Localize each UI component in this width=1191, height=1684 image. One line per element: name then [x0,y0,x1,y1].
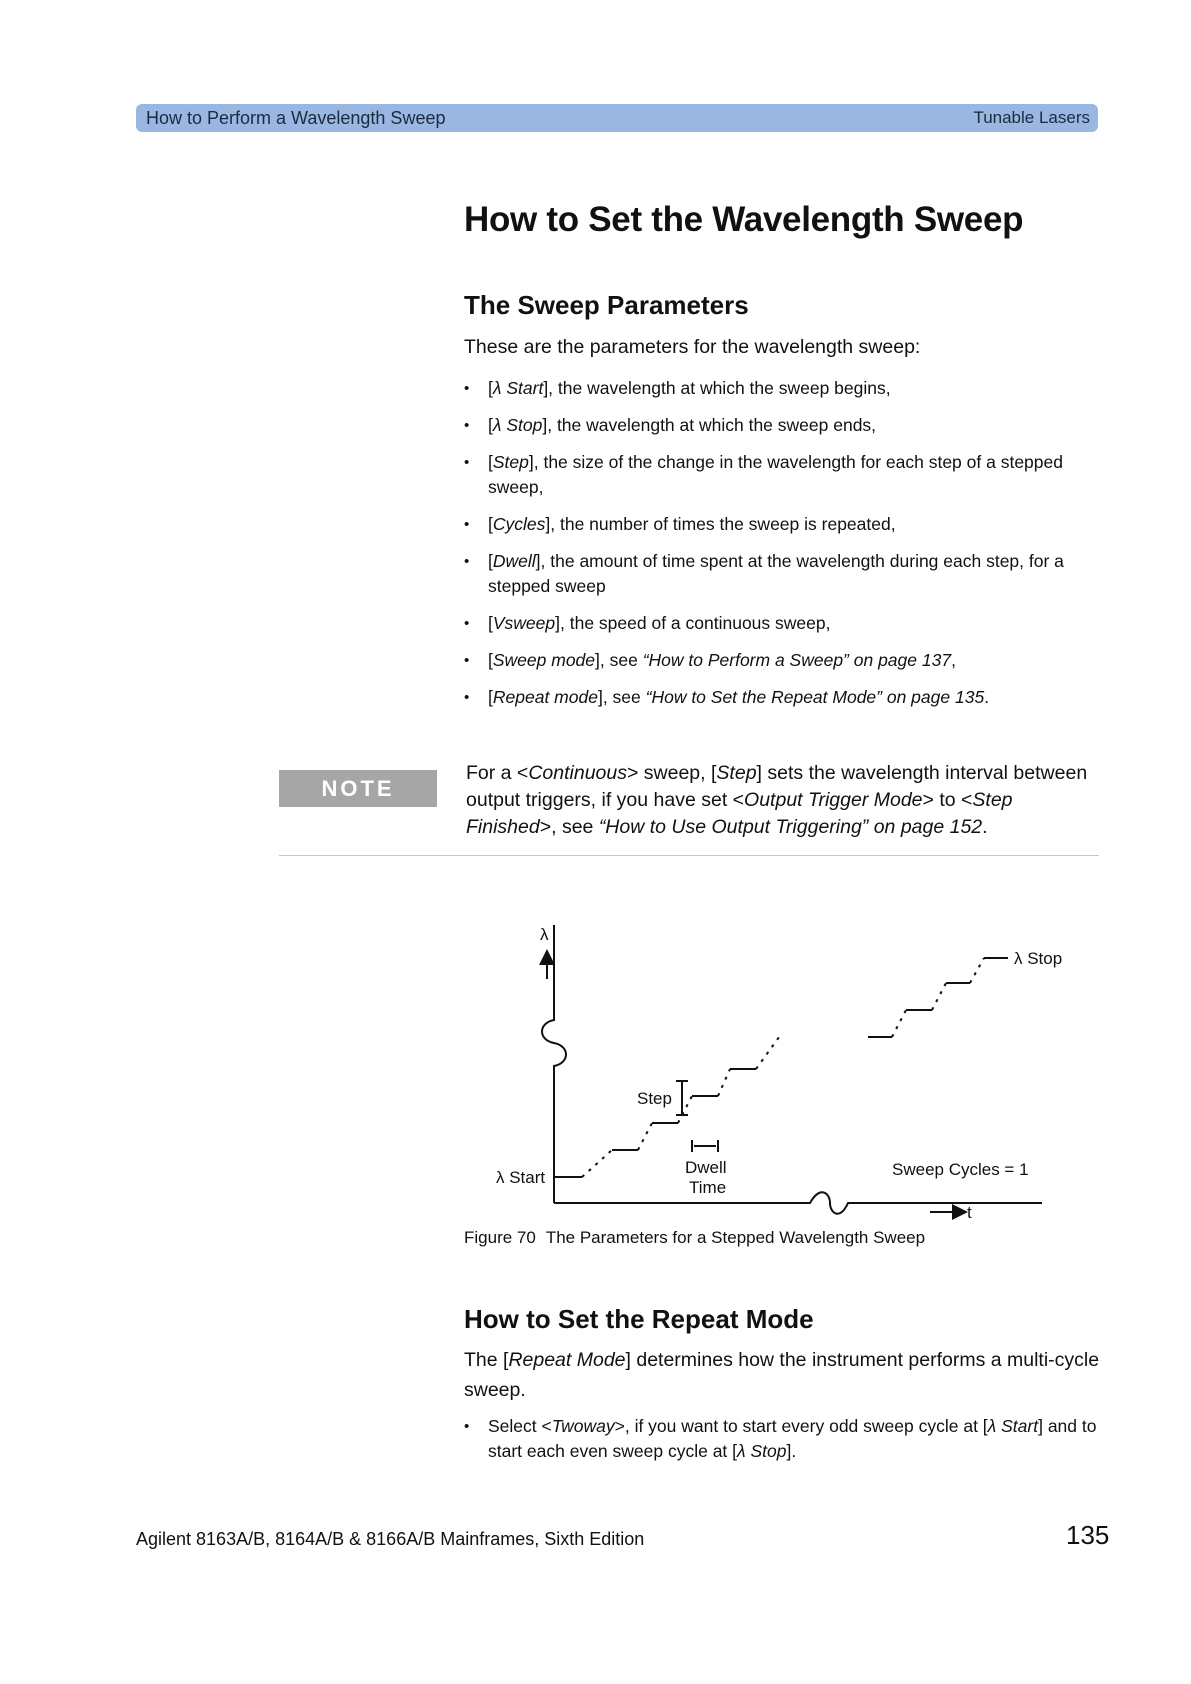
step-label: Step [637,1089,672,1108]
note-label: NOTE [279,770,437,807]
param-term: λ Start [492,378,544,398]
list-item: • [λ Stop], the wavelength at which the sweep ends, [464,413,1104,438]
param-term: Step [492,452,529,472]
list-item: • [Vsweep], the speed of a continuous sweep, [464,611,1104,636]
lambda-start-label: λ Start [496,1168,546,1187]
sweep-intro: These are the parameters for the wavelength sweep: [464,336,921,358]
list-item: • [λ Start], the wavelength at which the sweep begins, [464,376,1104,401]
cross-reference-link[interactable]: “How to Set the Repeat Mode” on page 135 [645,687,985,707]
list-item: • [Step], the size of the change in the wavelength for each step of a stepped sweep, [464,450,1104,500]
header-section-title: How to Perform a Wavelength Sweep [146,108,446,128]
page-title: How to Set the Wavelength Sweep [464,200,1024,239]
list-item: • [Repeat mode], see “How to Set the Repeat Mode” on page 135. [464,685,1104,710]
list-item: • [Cycles], the number of times the sweep is repeated, [464,512,1104,537]
param-term: Repeat mode [492,687,598,707]
lambda-axis-label: λ [540,925,549,944]
param-term: λ Stop [492,415,543,435]
param-term: Vsweep [492,613,556,633]
dwell-label: Dwell [685,1158,727,1177]
note-text: For a <Continuous> sweep, [Step] sets the wavelength interval between output triggers, if you have set <Output Trigger Mode> to <Step Finished>, see “How to Use Output Triggering” on page 152. [466,762,1088,838]
sweep-cycles-label: Sweep Cycles = 1 [892,1160,1029,1179]
param-term: Cycles [492,514,546,534]
cross-reference-link[interactable]: “How to Perform a Sweep” on page 137 [642,650,952,670]
list-item: • Select <Twoway>, if you want to start every odd sweep cycle at [λ Start] and to start each even sweep cycle at [λ Stop]. [464,1414,1104,1464]
list-item: • [Dwell], the amount of time spent at the wavelength during each step, for a stepped sweep [464,549,1104,599]
cross-reference-link[interactable]: “How to Use Output Triggering” on page 152 [598,816,983,838]
list-item: • [Sweep mode], see “How to Perform a Sweep” on page 137, [464,648,1104,673]
repeat-mode-list [464,1414,1104,1464]
stepped-sweep-diagram [490,915,1063,1222]
lambda-stop-label: λ Stop [1014,949,1063,968]
repeat-mode-heading: How to Set the Repeat Mode [464,1304,814,1334]
lambda-axis [542,925,566,1203]
time-axis-label: t [967,1203,972,1222]
header-bar [136,104,1098,132]
page-number: 135 [1066,1520,1110,1550]
param-term: Sweep mode [492,650,596,670]
time-label: Time [689,1178,727,1197]
header-chapter-title: Tunable Lasers [973,108,1090,127]
footer-document-title: Agilent 8163A/B, 8164A/B & 8166A/B Mainframes, Sixth Edition [136,1529,645,1549]
sweep-parameter-list [464,376,1104,722]
figure-caption: Figure 70 The Parameters for a Stepped Wavelength Sweep [464,1228,926,1247]
param-term: Dwell [492,551,536,571]
sweep-parameters-heading: The Sweep Parameters [464,290,749,320]
repeat-mode-paragraph: The [Repeat Mode] determines how the instrument performs a multi-cycle sweep. [464,1349,1100,1401]
note-divider [279,855,1099,856]
